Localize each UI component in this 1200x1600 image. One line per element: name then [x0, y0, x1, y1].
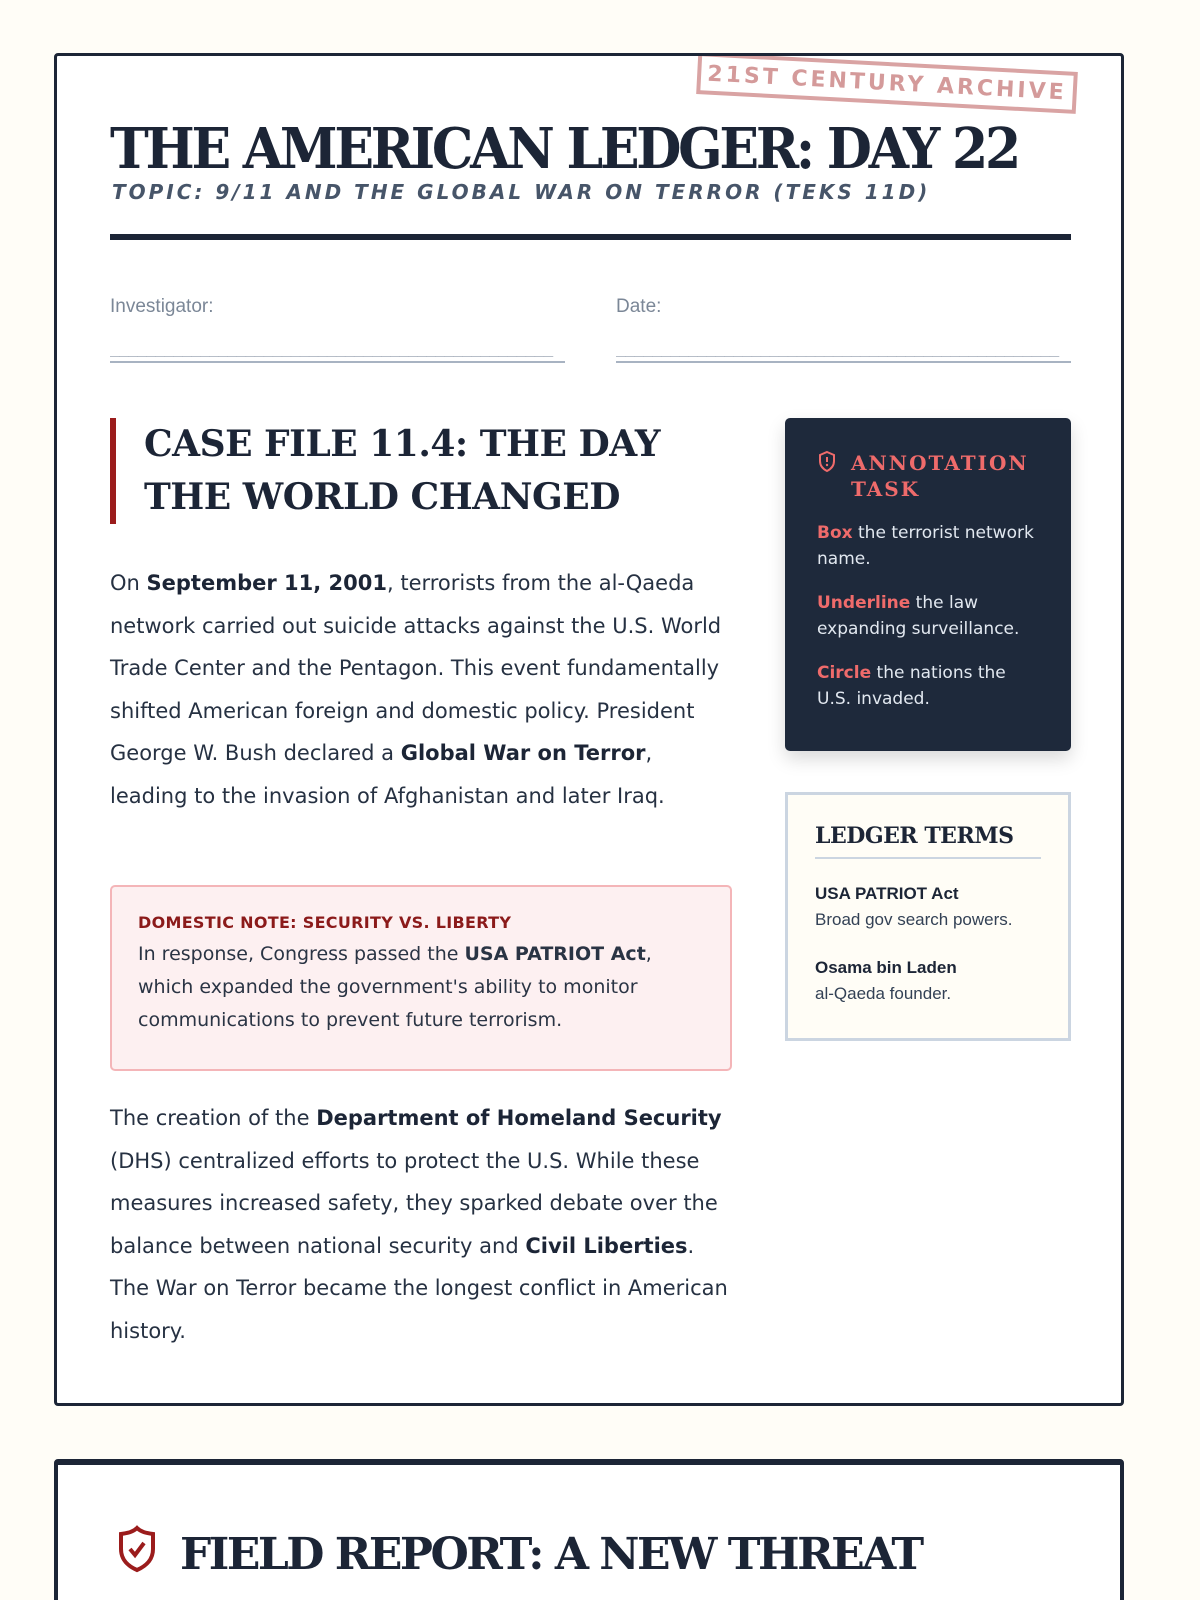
date-field[interactable]: [616, 296, 1071, 363]
key-term: USA PATRIOT Act: [464, 943, 646, 965]
key-term: September 11, 2001: [146, 571, 387, 595]
key-term: Civil Liberties: [525, 1233, 688, 1258]
lesson-card: [54, 53, 1124, 1406]
date-blank: _________________________________________________: [616, 338, 1059, 357]
investigator-blank: _________________________________________________: [110, 338, 553, 357]
archive-stamp: 21ST CENTURY ARCHIVE: [696, 53, 1078, 114]
task-verb: Circle: [817, 663, 872, 683]
term-item: [815, 881, 1041, 933]
shield-check-icon: [116, 1525, 158, 1584]
note-title: DOMESTIC NOTE: SECURITY VS. LIBERTY: [138, 913, 512, 932]
task-title: ANNOTATION TASK: [851, 451, 1029, 501]
page-title: THE AMERICAN LEDGER: DAY 22: [110, 116, 1018, 182]
task-item: [817, 520, 1039, 572]
text: , leading to the invasion of Afghanistan and later Iraq.: [110, 741, 665, 808]
term-definition: al-Qaeda founder.: [815, 984, 952, 1003]
text: , terrorists from the al-Qaeda network carried out suicide attacks against the U.S. World Trade Center and the Pentagon. This event fundamentally shifted American foreign and domestic policy. President George W. Bush declared a: [110, 571, 722, 765]
term-item: [815, 955, 1041, 1007]
task-verb: Underline: [817, 593, 911, 613]
text: , which expanded the government's ability to monitor communications to prevent future terrorism.: [138, 943, 652, 1031]
task-verb: Box: [817, 523, 853, 543]
task-text: the law expanding surveillance.: [817, 593, 1020, 639]
text: The creation of the: [110, 1106, 317, 1130]
dhs-paragraph: [110, 1097, 735, 1352]
investigator-label: Investigator:: [110, 296, 214, 317]
date-label: Date:: [616, 296, 662, 317]
task-item: [817, 590, 1039, 642]
term-name: Osama bin Laden: [815, 958, 957, 977]
key-term: Department of Homeland Security: [316, 1106, 722, 1130]
case-file-title: CASE FILE 11.4: THE DAY THE WORLD CHANGED: [110, 418, 730, 524]
shield-alert-icon: [817, 450, 837, 502]
intro-paragraph: [110, 562, 735, 817]
term-definition: Broad gov search powers.: [815, 910, 1013, 929]
task-item: [817, 660, 1039, 712]
term-name: USA PATRIOT Act: [815, 884, 959, 903]
investigator-underline: [110, 361, 565, 363]
note-text: [138, 938, 704, 1037]
investigator-field[interactable]: [110, 296, 565, 363]
domestic-note: [110, 885, 732, 1071]
key-term: Global War on Terror: [400, 741, 646, 765]
terms-title: LEDGER TERMS: [815, 823, 1041, 859]
ledger-terms-panel: [785, 792, 1071, 1041]
text: (DHS) centralized efforts to protect the U.S. While these measures increased safety, they sparked debate over the balance between national security and: [110, 1148, 718, 1258]
task-text: the terrorist network name.: [817, 523, 1034, 569]
text: On: [110, 571, 147, 595]
field-report-title: FIELD REPORT: A NEW THREAT: [180, 1529, 922, 1580]
page-subtitle: TOPIC: 9/11 AND THE GLOBAL WAR ON TERROR (TEKS 11D): [112, 180, 931, 204]
text: In response, Congress passed the: [138, 943, 465, 965]
annotation-task-panel: [785, 418, 1071, 751]
date-underline: [616, 361, 1071, 363]
task-text: the nations the U.S. invaded.: [817, 663, 1006, 709]
field-report-heading: [116, 1525, 922, 1584]
field-report-card: [54, 1459, 1124, 1600]
text: . The War on Terror became the longest conflict in American history.: [110, 1233, 728, 1343]
header-divider: [110, 234, 1071, 240]
